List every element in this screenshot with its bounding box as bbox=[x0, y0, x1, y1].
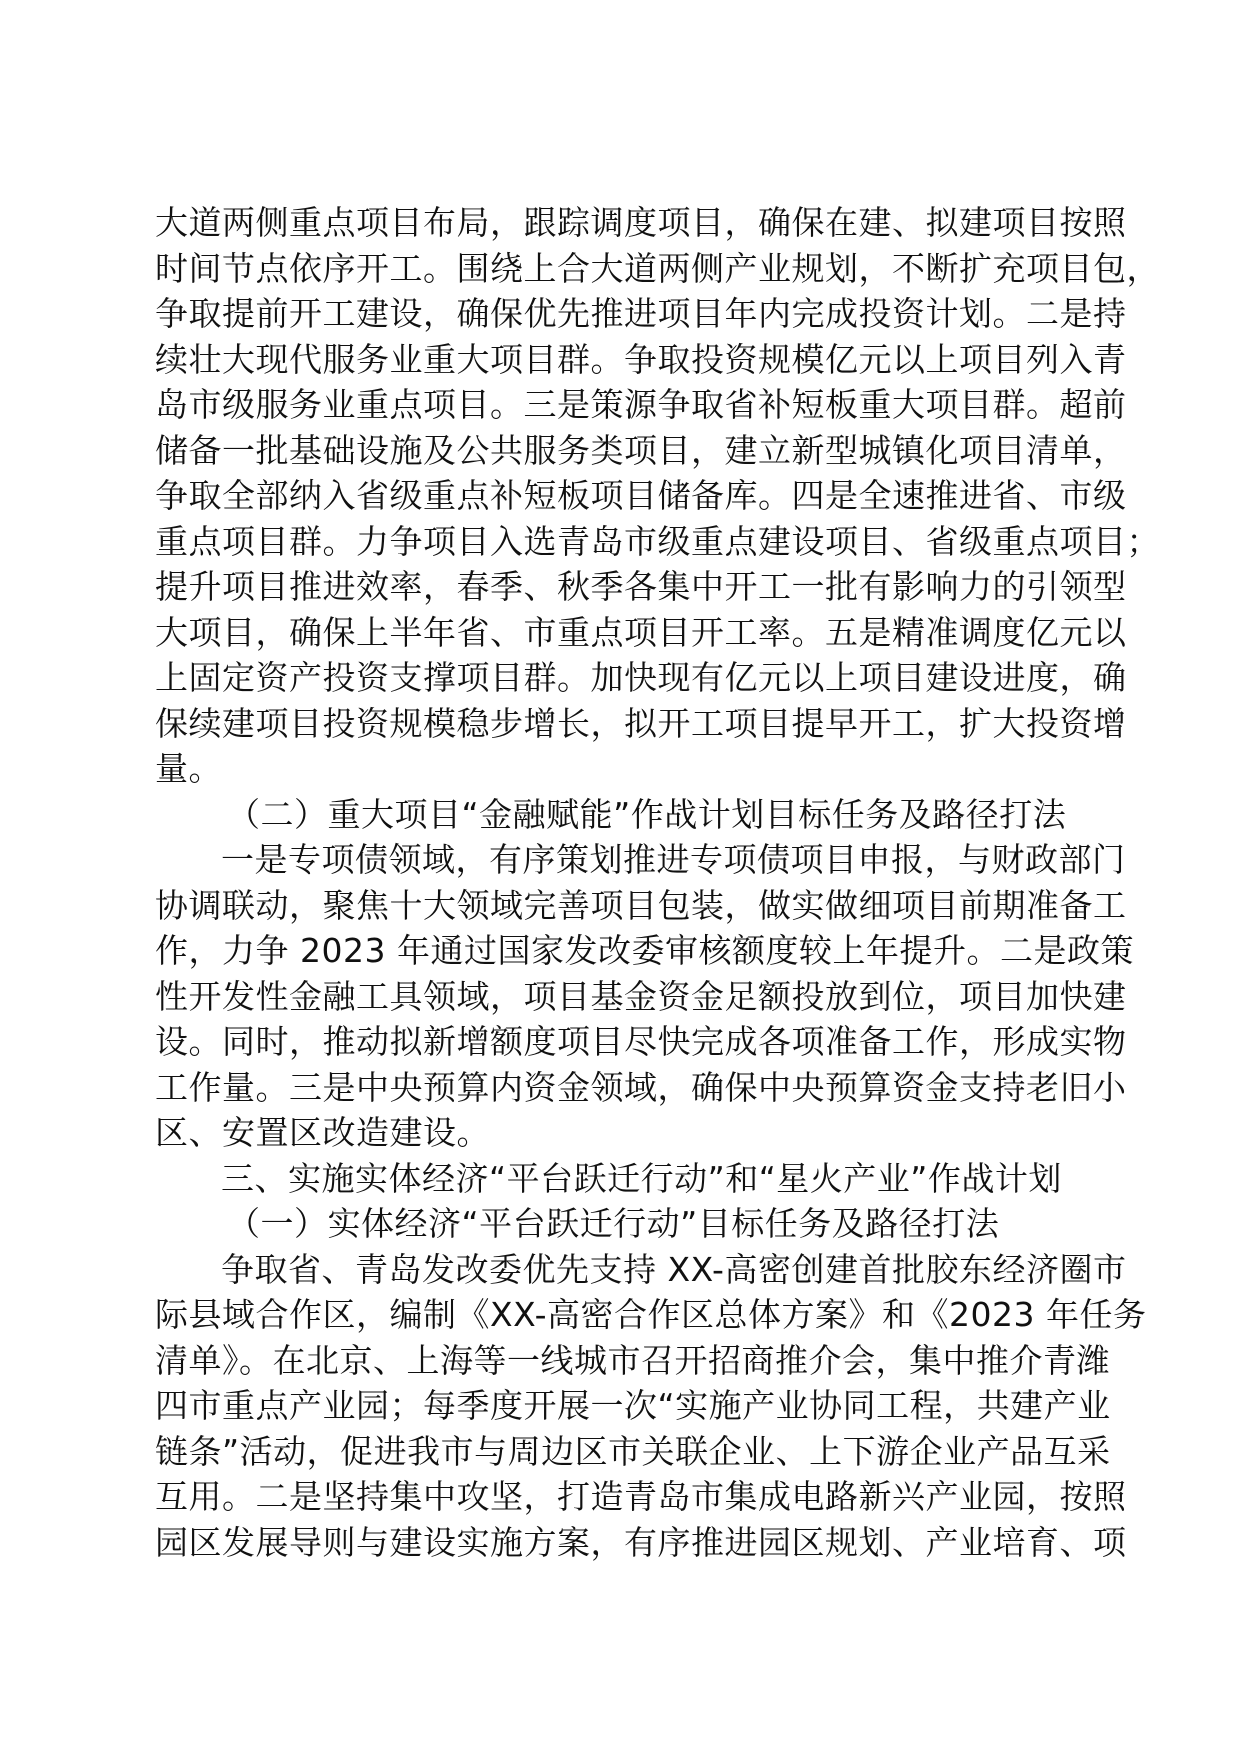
text-line: 际县域合作区，编制《XX-高密合作区总体方案》和《2023 年任务 bbox=[155, 1295, 1147, 1334]
text-line: 大道两侧重点项目布局，跟踪调度项目，确保在建、拟建项目按照 bbox=[155, 203, 1127, 242]
text-line: 时间节点依序开工。围绕上合大道两侧产业规划，不断扩充项目包， bbox=[155, 248, 1160, 288]
text-line: 争取全部纳入省级重点补短板项目储备库。四是全速推进省、市级 bbox=[155, 476, 1127, 515]
text-line: 量。 bbox=[155, 749, 222, 788]
document-body bbox=[155, 200, 1160, 1565]
paragraph-start-line: 一是专项债领域，有序策划推进专项债项目申报，与财政部门 bbox=[221, 840, 1126, 879]
text-line: 提升项目推进效率，春季、秋季各集中开工一批有影响力的引领型 bbox=[155, 567, 1127, 606]
text-line: 链条”活动，促进我市与周边区市关联企业、上下游企业产品互采 bbox=[155, 1431, 1111, 1471]
text-line: 储备一批基础设施及公共服务类项目，建立新型城镇化项目清单， bbox=[155, 430, 1127, 470]
text-line: 作，力争 2023 年通过国家发改委审核额度较上年提升。二是政策 bbox=[155, 931, 1134, 970]
text-line: 性开发性金融工具领域，项目基金资金足额投放到位，项目加快建 bbox=[155, 976, 1127, 1016]
text-line: 续壮大现代服务业重大项目群。争取投资规模亿元以上项目列入青 bbox=[155, 339, 1127, 379]
section-heading: （一）实体经济“平台跃迁行动”目标任务及路径打法 bbox=[227, 1204, 1000, 1243]
text-line: 工作量。三是中央预算内资金领域，确保中央预算资金支持老旧小 bbox=[155, 1067, 1127, 1107]
text-line: 重点项目群。力争项目入选青岛市级重点建设项目、省级重点项目； bbox=[155, 521, 1160, 561]
paragraph-start-line: 争取省、青岛发改委优先支持 XX-高密创建首批胶东经济圈市 bbox=[221, 1249, 1127, 1289]
text-line: 大项目，确保上半年省、市重点项目开工率。五是精准调度亿元以 bbox=[155, 612, 1127, 652]
text-line: 争取提前开工建设，确保优先推进项目年内完成投资计划。二是持 bbox=[155, 294, 1127, 333]
text-line: 岛市级服务业重点项目。三是策源争取省补短板重大项目群。超前 bbox=[155, 385, 1127, 424]
text-line: 互用。二是坚持集中攻坚，打造青岛市集成电路新兴产业园，按照 bbox=[155, 1477, 1127, 1516]
text-line: 四市重点产业园；每季度开展一次“实施产业协同工程，共建产业 bbox=[155, 1386, 1111, 1425]
text-line: 清单》。在北京、上海等一线城市召开招商推介会，集中推介青潍 bbox=[155, 1340, 1110, 1380]
chapter-heading: 三、实施实体经济“平台跃迁行动”和“星火产业”作战计划 bbox=[221, 1158, 1062, 1198]
text-line: 园区发展导则与建设实施方案，有序推进园区规划、产业培育、项 bbox=[155, 1522, 1127, 1562]
text-line: 设。同时，推动拟新增额度项目尽快完成各项准备工作，形成实物 bbox=[155, 1022, 1127, 1061]
text-line: 保续建项目投资规模稳步增长，拟开工项目提早开工，扩大投资增 bbox=[155, 703, 1127, 743]
text-line: 上固定资产投资支撑项目群。加快现有亿元以上项目建设进度，确 bbox=[155, 658, 1127, 697]
text-line: 区、安置区改造建设。 bbox=[155, 1113, 490, 1152]
text-line: 协调联动，聚焦十大领域完善项目包装，做实做细项目前期准备工 bbox=[155, 885, 1127, 925]
section-heading: （二）重大项目“金融赋能”作战计划目标任务及路径打法 bbox=[227, 794, 1067, 834]
